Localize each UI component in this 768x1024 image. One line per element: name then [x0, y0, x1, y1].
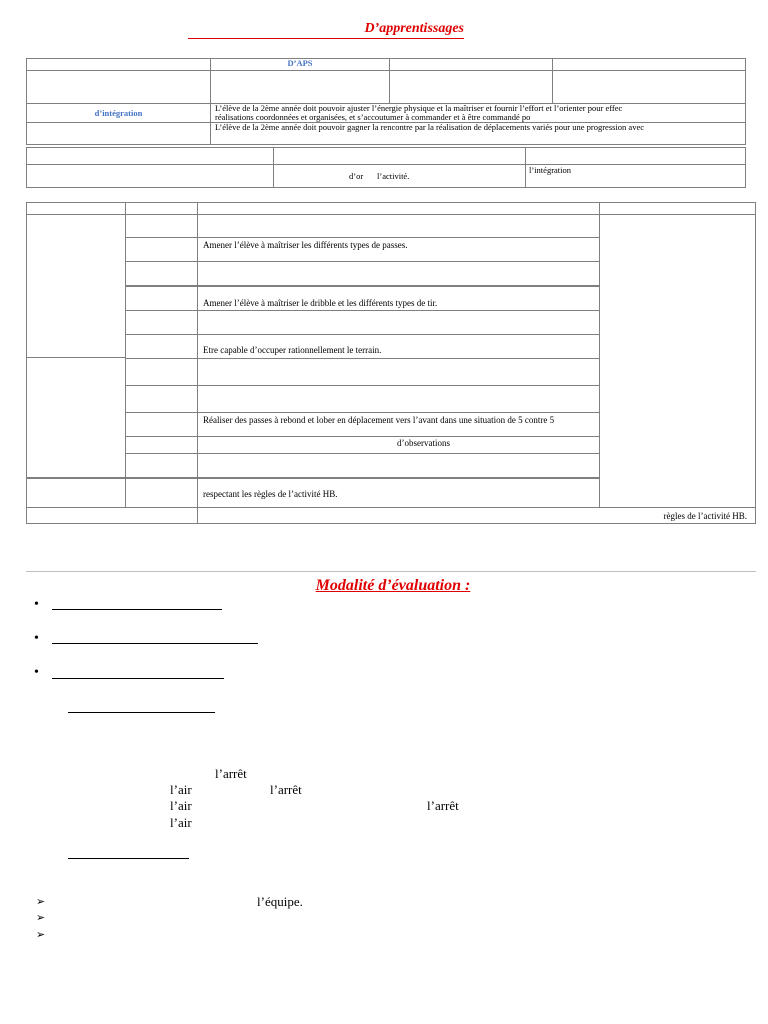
arret-text: l’arrêt: [215, 766, 247, 781]
session-number-cell: [125, 453, 198, 478]
session-number-cell: [125, 412, 198, 437]
blank-line: [52, 643, 258, 644]
session-objective-cell: [197, 214, 600, 238]
integration-label: d’intégration: [94, 108, 143, 118]
session-number-cell: [125, 436, 198, 454]
table1-cell: [552, 70, 746, 104]
section-divider: [26, 571, 756, 572]
session-number-cell: [125, 334, 198, 359]
session-number-cell: [125, 478, 198, 508]
cycle-cell: [26, 357, 126, 478]
bullet-icon: •: [34, 665, 39, 680]
table1-cell: [26, 147, 274, 165]
session-objective-cell: [197, 385, 600, 413]
integration-label-cell: [26, 103, 211, 123]
table1-cell: [26, 70, 211, 104]
session-objective-cell: [197, 358, 600, 386]
activite-text: l’activité.: [377, 171, 410, 181]
session-objective-cell: [197, 237, 600, 262]
integration-objective-line2: réalisations coordonnées et organisées, et s’accoutumer à commander et à être commandé po: [215, 112, 531, 122]
equipe-text: l’équipe.: [257, 894, 303, 909]
air-text: l’air: [170, 798, 192, 813]
blank-line: [68, 858, 189, 859]
air-text: l’air: [170, 782, 192, 797]
session-objective-cell: [197, 261, 600, 286]
table1-cell: [26, 122, 211, 145]
session-objective-cell: [197, 453, 600, 478]
regles-final-text: règles de l’activité HB.: [663, 511, 747, 521]
integration-text: l’intégration: [529, 165, 572, 175]
session-number-cell: [125, 237, 198, 262]
dor-text: d’or: [349, 171, 364, 181]
terrain-objective: Etre capable d’occuper rationnellement le terrain.: [203, 345, 382, 355]
blank-line: [52, 609, 222, 610]
arret-text: l’arrêt: [427, 798, 459, 813]
session-objective-cell: [197, 286, 600, 311]
dribble-objective: Amener l’élève à maîtriser le dribble et les différents types de tir.: [203, 298, 438, 308]
integration-objective-line1: L’élève de la 2ème année doit pouvoir ajuster l’énergie physique et la maîtriser et fournir l’effort et l’orienter pour effec: [215, 103, 623, 113]
remarks-cell: [599, 214, 756, 508]
session-objective-cell: [197, 310, 600, 335]
arrow-bullet-icon: ➢: [36, 928, 46, 941]
passes-objective: Amener l’élève à maîtriser les différents types de passes.: [203, 240, 408, 250]
arrow-bullet-icon: ➢: [36, 895, 46, 908]
table1-cell: [26, 164, 274, 188]
session-objective-cell: [197, 334, 600, 359]
air-text: l’air: [170, 815, 192, 830]
session-objective-cell: [197, 436, 600, 454]
evaluation-title: Modalité d’évaluation :: [315, 577, 471, 594]
regles-objective: respectant les règles de l’activité HB.: [203, 489, 338, 499]
table1-cell: [389, 70, 553, 104]
objective-2-cell: [210, 122, 746, 145]
session-number-cell: [125, 261, 198, 286]
integration-objective-cell: [210, 103, 746, 123]
session-number-cell: [125, 358, 198, 386]
blank-line: [52, 678, 224, 679]
session-objective-cell: [197, 478, 600, 508]
bullet-icon: •: [34, 631, 39, 646]
session-objective-cell: [197, 412, 600, 437]
table1-cell: [273, 147, 526, 165]
session-number-cell: [125, 310, 198, 335]
rebond-objective: Réaliser des passes à rebond et lober en déplacement vers l’avant dans une situation de 5 contre 5: [203, 415, 555, 425]
observations-text: d’observations: [397, 438, 450, 448]
session-number-cell: [125, 286, 198, 311]
integration-cell: [525, 164, 746, 188]
table1-cell: [525, 147, 746, 165]
blank-line: [68, 712, 215, 713]
table1-cell: [210, 70, 390, 104]
page-title: D’apprentissages: [188, 20, 464, 39]
daps-label: D’APS: [287, 58, 313, 68]
table2-footer-cell: [197, 507, 756, 524]
cycle-cell: [26, 478, 126, 508]
session-number-cell: [125, 214, 198, 238]
arret-text: l’arrêt: [270, 782, 302, 797]
objective-2-text: L’élève de la 2ème année doit pouvoir gagner la rencontre par la réalisation de déplacements variés pour une progression avec: [215, 122, 644, 132]
arrow-bullet-icon: ➢: [36, 911, 46, 924]
session-number-cell: [125, 385, 198, 413]
bullet-icon: •: [34, 597, 39, 612]
dor-activite-cell: [273, 164, 526, 188]
table2-footer-cell: [26, 507, 198, 524]
cycle-cell: [26, 214, 126, 358]
